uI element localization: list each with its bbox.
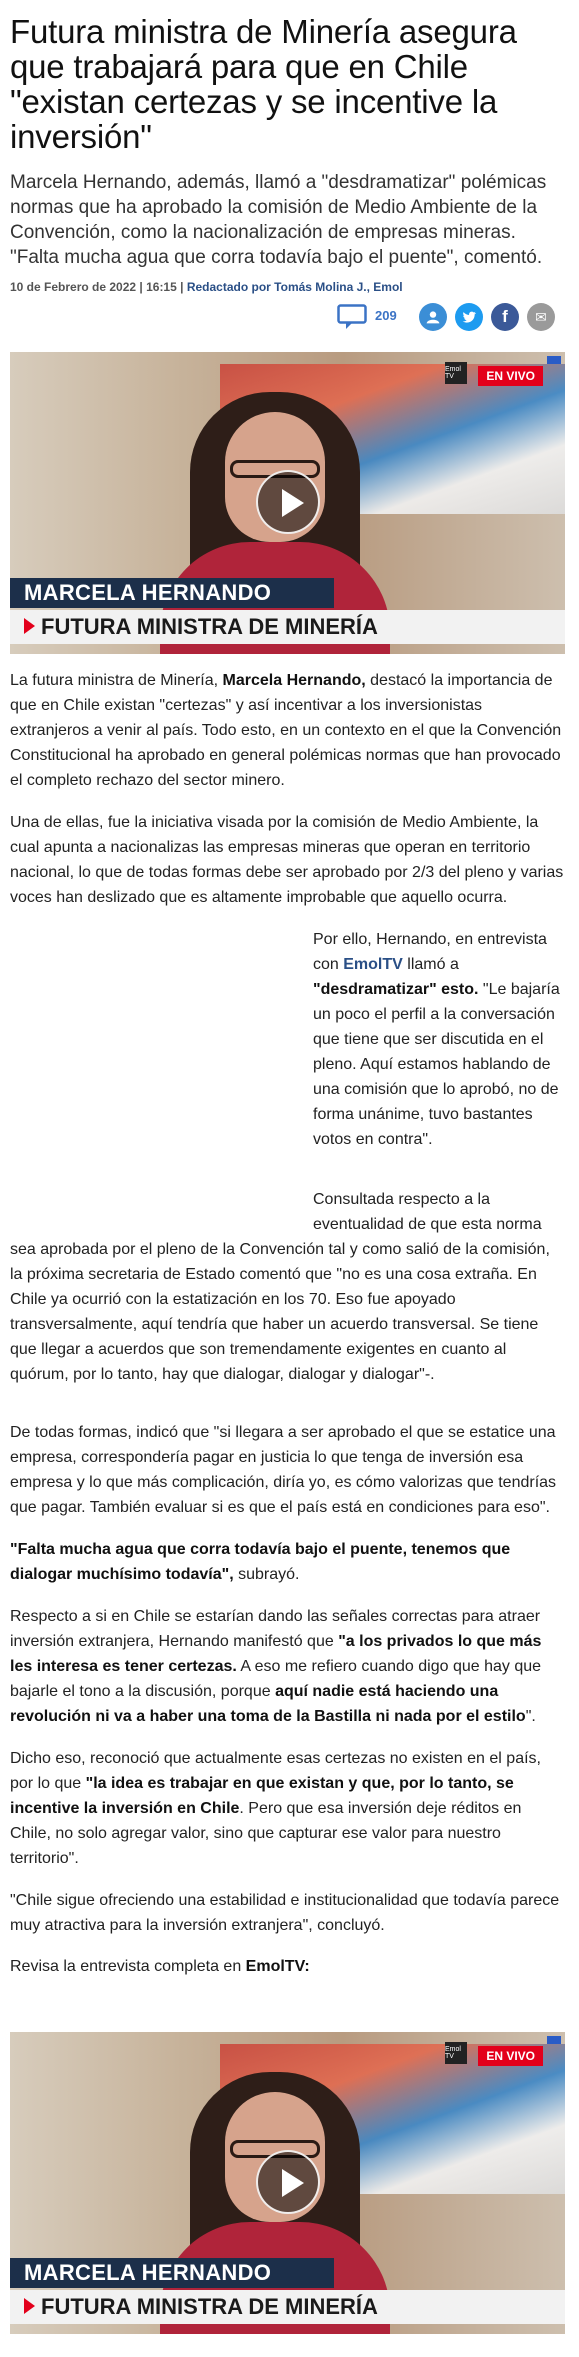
video-role-caption bbox=[10, 610, 565, 644]
p1-text-c: destacó la importancia de que en Chile existan "certezas" y así incentivar a los inversionistas extranjeros a venir al país. Todo esto, en un contexto en el que la Convención Constitucional ha aprobado en general polémicas normas que han provocado el completo rechazo del sector minero. bbox=[10, 672, 562, 789]
video-role-text: FUTURA MINISTRA DE MINERÍA bbox=[41, 2294, 378, 2319]
video-player[interactable] bbox=[10, 352, 565, 654]
body-paragraph-8 bbox=[10, 1746, 565, 1871]
live-badge: EN VIVO bbox=[478, 2046, 543, 2066]
article-meta bbox=[10, 280, 403, 294]
play-icon[interactable] bbox=[256, 2150, 320, 2214]
body-paragraph-9: "Chile sigue ofreciendo una estabilidad e institucionalidad que todavía parece muy atractiva para la inversión extranjera", concluyó. bbox=[10, 1892, 560, 1934]
caption-arrow-icon bbox=[24, 618, 35, 634]
p7-bold-d: aquí nadie está haciendo una revolución ni va a haber una toma de la Bastilla ni nada por el estilo bbox=[10, 1683, 526, 1725]
article-lead: Marcela Hernando, además, llamó a "desdramatizar" polémicas normas que ha aprobado la comisión de Medio Ambiente de la Convención, como la nacionalización de empresas mineras. "Falta mucha agua que corra todavía bajo el puente", comentó. bbox=[10, 172, 547, 268]
body-paragraph-2: Una de ellas, fue la iniciativa visada por la comisión de Medio Ambiente, la cual apunta a nacionalizas las empresas mineras que operan en territorio nacional, lo que de todas formas debe ser aprobado por 2/3 del pleno y varias voces han deslizado que es altamente improbable que aquello ocurra. bbox=[10, 814, 564, 906]
article-date: 10 de Febrero de 2022 | 16:15 | bbox=[10, 280, 184, 294]
article-headline: Futura ministra de Minería asegura que trabajará para que en Chile "existan certezas y se incentive la inversión" bbox=[10, 13, 517, 155]
video-player-2[interactable] bbox=[10, 2032, 565, 2334]
channel-logo: Emol TV bbox=[445, 2042, 467, 2064]
p3-text-d: "Le bajaría un poco el perfil a la conversación que tiene que ser discutida en el pleno. Aquí estamos hablando de una comisión que lo aprobó, no de forma unánime, tuvo bastantes votos en contra". bbox=[313, 981, 560, 1148]
facebook-icon[interactable]: f bbox=[491, 303, 519, 331]
twitter-icon[interactable] bbox=[455, 303, 483, 331]
p1-text-a: La futura ministra de Minería, bbox=[10, 672, 223, 689]
p7-text-c: A eso me refiero cuando digo que hay que bajarle el tono a la discusión, porque bbox=[10, 1658, 542, 1700]
play-icon[interactable] bbox=[256, 470, 320, 534]
video-name-caption: MARCELA HERNANDO bbox=[10, 2258, 334, 2288]
body-paragraph-4: sea aprobada por el pleno de la Convención tal y como salió de la comisión, la próxima secretaria de Estado comentó que "no es una cosa extraña. En Chile ya ocurrió con la estatización en los 70. Eso fue apoyado transversalmente, aquí tendría que haber un acuerdo transversal. Se tiene que llegar a acuerdos que son tremendamente exigentes en cuanto al quórum, por lo tanto, hay que dialogar, dialogar y dialogar"-. bbox=[10, 1241, 550, 1383]
body-paragraph-1 bbox=[10, 668, 565, 793]
tv-badge-icon bbox=[547, 356, 561, 364]
p3-bold: "desdramatizar" esto. bbox=[313, 981, 479, 998]
p7-bold-b: "a los privados lo que más les interesa es tener certezas. bbox=[10, 1633, 542, 1675]
channel-logo: Emol TV bbox=[445, 362, 467, 384]
comment-count[interactable]: 209 bbox=[375, 308, 397, 323]
p8-text-c: . Pero que esa inversión deje réditos en Chile, no solo agregar valor, sino que capturar ese valor para nuestro territorio". bbox=[10, 1800, 522, 1867]
user-icon[interactable] bbox=[419, 303, 447, 331]
p6-bold: "Falta mucha agua que corra todavía bajo el puente, tenemos que dialogar muchísimo todavía", bbox=[10, 1541, 511, 1583]
p8-bold: "la idea es trabajar en que existan y que, por lo tanto, se incentive la inversión en Chile bbox=[10, 1775, 514, 1817]
video-name-caption: MARCELA HERNANDO bbox=[10, 578, 334, 608]
social-bar bbox=[337, 300, 567, 334]
article-author[interactable]: Redactado por Tomás Molina J., Emol bbox=[186, 280, 403, 294]
p6-text: subrayó. bbox=[233, 1566, 300, 1583]
video-role-text: FUTURA MINISTRA DE MINERÍA bbox=[41, 614, 378, 639]
p3-text-b: llamó a bbox=[402, 956, 459, 973]
emoltv-link-2[interactable]: EmolTV: bbox=[245, 1958, 310, 1975]
body-paragraph-5: De todas formas, indicó que "si llegara a ser aprobado el que se estatice una empresa, correspondería pagar en justicia lo que tenga de inversión esa empresa y lo que más complicación, diría yo, es cómo valorizas que tendrías que pagar. También evaluar si es que el país está en condiciones para eso". bbox=[10, 1424, 557, 1516]
p8-text-a: Dicho eso, reconoció que actualmente esas certezas no existen en el país, por lo que bbox=[10, 1750, 541, 1792]
p7-text-a: Respecto a si en Chile se estarían dando las señales correctas para atraer inversión extranjera, Hernando manifestó que bbox=[10, 1608, 541, 1650]
body-paragraph-3 bbox=[313, 927, 565, 1152]
live-badge: EN VIVO bbox=[478, 366, 543, 386]
mail-icon[interactable]: ✉ bbox=[527, 303, 555, 331]
p1-bold: Marcela Hernando, bbox=[222, 672, 366, 689]
body-paragraph-4-start: Consultada respecto a la eventualidad de que esta norma bbox=[313, 1191, 542, 1233]
p3-text-a: Por ello, Hernando, en entrevista con bbox=[313, 931, 547, 973]
body-paragraph-10 bbox=[10, 1954, 565, 1979]
caption-arrow-icon bbox=[24, 2298, 35, 2314]
body-paragraph-6 bbox=[10, 1537, 565, 1587]
p10-text: Revisa la entrevista completa en bbox=[10, 1958, 246, 1975]
video-role-caption bbox=[10, 2290, 565, 2324]
body-paragraph-7 bbox=[10, 1604, 565, 1729]
tv-badge-icon bbox=[547, 2036, 561, 2044]
p7-text-e: ". bbox=[525, 1708, 536, 1725]
comment-icon[interactable] bbox=[337, 304, 367, 330]
emoltv-link[interactable]: EmolTV bbox=[343, 956, 403, 973]
